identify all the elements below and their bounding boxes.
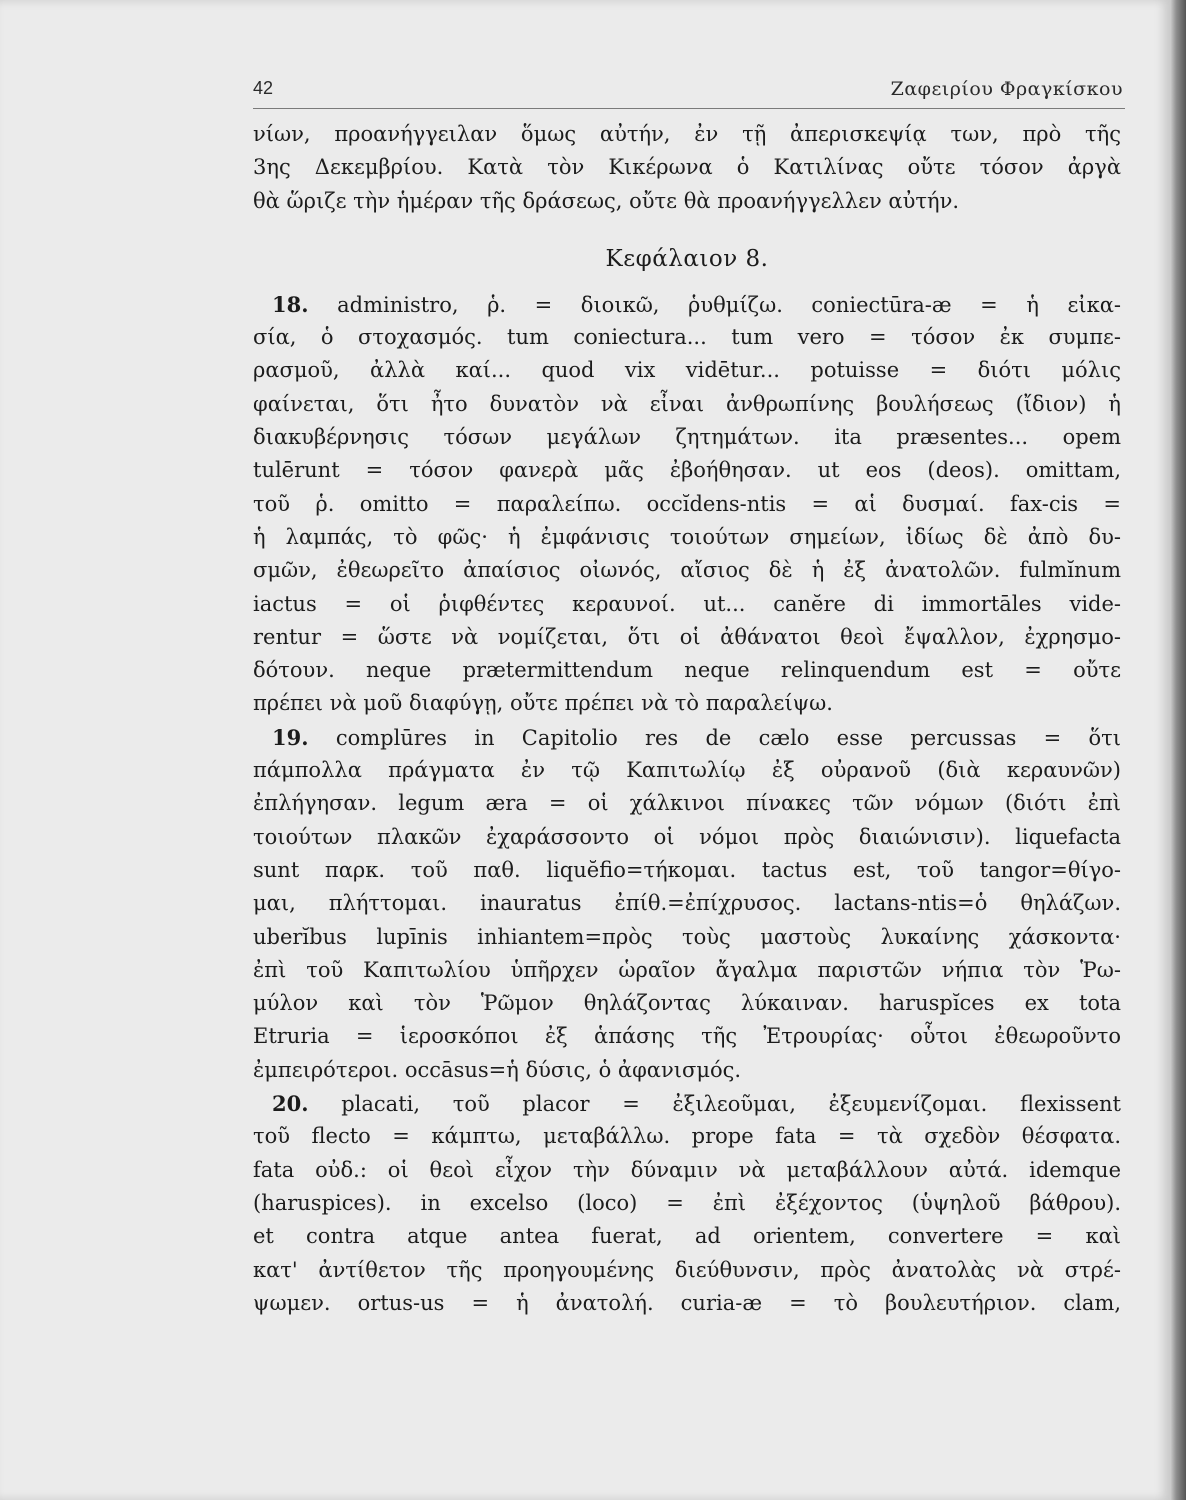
text-line: θὰ ὥριζε τὴν ἡμέραν τῆς δράσεως, οὔτε θὰ προανήγγελλεν αὐτήν. (253, 188, 960, 213)
page-edge-shadow (1170, 0, 1186, 1500)
text-line: fata οὐδ.: οἱ θεοὶ εἶχον τὴν δύναμιν νὰ μεταβάλλουν αὐτά. idemque (253, 1157, 1121, 1182)
text-line: 20. placati, τοῦ placor = ἐξιλεοῦμαι, ἐξευμενίζομαι. flexissent (272, 1091, 1121, 1117)
page-number: 42 (253, 78, 274, 98)
text-line: φαίνεται, ὅτι ἦτο δυνατὸν νὰ εἶναι ἀνθρωπίνης βουλήσεως (ἴδιον) ἡ (253, 391, 1121, 416)
text-line: iactus = οἱ ῥιφθέντες κεραυνοί. ut... canĕre di immortāles vide- (253, 591, 1121, 616)
text-line: ἡ λαμπάς, τὸ φῶς· ἡ ἐμφάνισις τοιούτων σημείων, ἰδίως δὲ ἀπὸ δυ- (253, 524, 1121, 549)
text-line: et contra atque antea fuerat, ad orientem, convertere = καὶ (253, 1224, 1121, 1249)
text-line: μαι, πλήττομαι. inauratus ἐπίθ.=ἐπίχρυσος. lactans-ntis=ὁ θηλάζων. (253, 891, 1121, 916)
text-line: uberĭbus lupīnis inhiantem=πρὸς τοὺς μαστοὺς λυκαίνης χάσκοντα· (253, 924, 1121, 949)
text-line: Etruria = ἱεροσκόποι ἐξ ἁπάσης τῆς Ἐτρουρίας· οὗτοι ἐθεωροῦντο (253, 1024, 1121, 1049)
paragraph-number: 18. (272, 291, 309, 317)
page-header (253, 78, 1123, 108)
text-line: τοῦ ῥ. omitto = παραλείπω. occĭdens-ntis = αἱ δυσμαί. fax-cis = (253, 491, 1121, 516)
text-line: πάμπολλα πράγματα ἐν τῷ Καπιτωλίῳ ἐξ οὐρανοῦ (διὰ κεραυνῶν) (253, 758, 1121, 783)
text-line: πρέπει νὰ μοῦ διαφύγῃ, οὔτε πρέπει νὰ τὸ παραλείψω. (253, 691, 833, 716)
text-line: ψωμεν. ortus-us = ἡ ἀνατολή. curia-æ = τὸ βουλευτήριον. clam, (253, 1290, 1121, 1315)
text-line: τοιούτων πλακῶν ἐχαράσσοντο οἱ νόμοι πρὸς διαιώνισιν). liquefacta (253, 824, 1121, 849)
text-line: μύλον καὶ τὸν Ῥῶμον θηλάζοντας λύκαιναν. haruspĭces ex tota (253, 991, 1121, 1016)
text-line: σία, ὁ στοχασμός. tum coniectura... tum vero = τόσον ἐκ συμπε- (253, 325, 1121, 350)
text-line: sunt παρκ. τοῦ παθ. liquĕfio=τήκομαι. tactus est, τοῦ tangor=θίγο- (253, 857, 1121, 882)
text-line: 18. administro, ῥ. = διοικῶ, ῥυθμίζω. coniectūra-æ = ἡ εἰκα- (272, 291, 1121, 317)
chapter-title: Κεφάλαιον 8. (605, 245, 769, 272)
header-rule (253, 108, 1125, 109)
text-line: σμῶν, ἐθεωρεῖτο ἀπαίσιος οἰωνός, αἴσιος δὲ ἡ ἐξ ἀνατολῶν. fulmĭnum (253, 558, 1121, 583)
text-line: κατ' ἀντίθετον τῆς προηγουμένης διεύθυνσιν, πρὸς ἀνατολὰς νὰ στρέ- (253, 1257, 1121, 1282)
text-line: 3ης Δεκεμβρίου. Κατὰ τὸν Κικέρωνα ὁ Κατιλίνας οὔτε τόσον ἀργὰ (253, 155, 1121, 180)
running-head: Ζαφειρίου Φραγκίσκου (890, 78, 1123, 100)
text-line: ρασμοῦ, ἀλλὰ καί... quod vix vidētur... potuisse = διότι μόλις (253, 358, 1121, 383)
text-line: (haruspices). in excelso (loco) = ἐπὶ ἐξέχοντος (ὑψηλοῦ βάθρου). (253, 1190, 1121, 1215)
text-line: 19. complūres in Capitolio res de cælo esse percussas = ὅτι (272, 724, 1121, 750)
text-line: διακυβέρνησις τόσων μεγάλων ζητημάτων. ita præsentes... opem (253, 425, 1121, 450)
text-line: tulērunt = τόσον φανερὰ μᾶς ἐβοήθησαν. ut eos (deos). omittam, (253, 458, 1121, 483)
text-line: δότουν. neque prætermittendum neque relinquendum est = οὔτε (253, 658, 1121, 683)
text-line: ἐπὶ τοῦ Καπιτωλίου ὑπῆρχεν ὡραῖον ἄγαλμα παριστῶν νήπια τὸν Ῥω- (253, 957, 1121, 982)
text-line: τοῦ flecto = κάμπτω, μεταβάλλω. prope fata = τὰ σχεδὸν θέσφατα. (253, 1124, 1121, 1149)
text-line: ἐπλήγησαν. legum æra = οἱ χάλκινοι πίνακες τῶν νόμων (διότι ἐπὶ (253, 791, 1121, 816)
text-line: νίων, προανήγγειλαν ὅμως αὐτήν, ἐν τῇ ἀπερισκεψίᾳ των, πρὸ τῆς (253, 122, 1121, 146)
paragraph-number: 19. (272, 724, 309, 750)
paragraph-number: 20. (272, 1091, 309, 1117)
text-line: ἐμπειρότεροι. occāsus=ἡ δύσις, ὁ ἀφανισμός. (253, 1057, 742, 1082)
page-body (253, 118, 1121, 1320)
text-line: rentur = ὥστε νὰ νομίζεται, ὅτι οἱ ἀθάνατοι θεοὶ ἔψαλλον, ἐχρησμο- (253, 624, 1121, 649)
